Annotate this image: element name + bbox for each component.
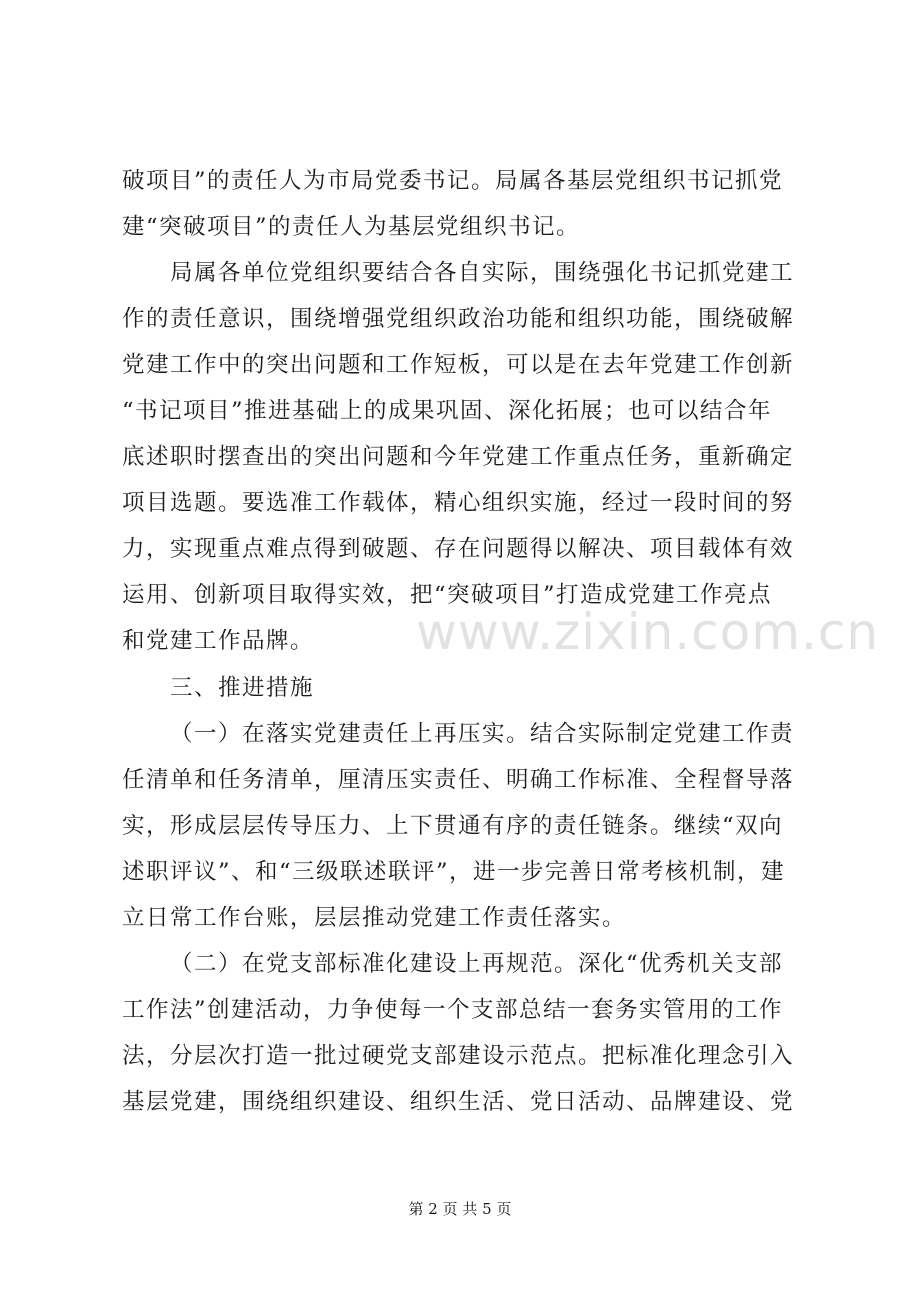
text-line: 党建工作中的突出问题和工作短板，可以是在去年党建工作创新: [122, 352, 795, 378]
paragraph-start-line: （一）在落实党建责任上再压实。结合实际制定党建工作责: [170, 721, 795, 747]
page-footer: 第 2 页 共 5 页: [408, 1200, 512, 1218]
text-line: 任清单和任务清单，厘清压实责任、明确工作标准、全程督导落: [122, 767, 795, 793]
section-heading: 三、推进措施: [170, 675, 315, 701]
watermark: www.zixin.com.cn: [416, 603, 880, 661]
text-line: 作的责任意识，围绕增强党组织政治功能和组织功能，围绕破解: [122, 306, 795, 332]
text-line: 建“突破项目”的责任人为基层党组织书记。: [122, 214, 581, 240]
text-line: 基层党建，围绕组织建设、组织生活、党日活动、品牌建设、党: [122, 1089, 795, 1115]
text-line: 述职评议”、和“三级联述联评”，进一步完善日常考核机制，建: [122, 859, 786, 885]
text-line: 运用、创新项目取得实效，把“突破项目”打造成党建工作亮点: [122, 582, 773, 608]
paragraph-start-line: （二）在党支部标准化建设上再规范。深化“优秀机关支部: [170, 951, 784, 977]
text-line: 工作法”创建活动，力争使每一个支部总结一套务实管用的工作: [122, 997, 784, 1023]
text-line: 力，实现重点难点得到破题、存在问题得以解决、项目载体有效: [122, 536, 795, 562]
text-line: “书记项目”推进基础上的成果巩固、深化拓展；也可以结合年: [122, 398, 773, 424]
text-line: 法，分层次打造一批过硬党支部建设示范点。把标准化理念引入: [122, 1043, 795, 1069]
text-line: 破项目”的责任人为市局党委书记。局属各基层党组织书记抓党: [122, 168, 784, 194]
text-line: 底述职时摆查出的突出问题和今年党建工作重点任务，重新确定: [122, 444, 795, 470]
text-line: 实，形成层层传导压力、上下贯通有序的责任链条。继续“双向: [122, 813, 784, 839]
text-line: 立日常工作台账，层层推动党建工作责任落实。: [122, 905, 627, 931]
paragraph-start-line: 局属各单位党组织要结合各自实际，围绕强化书记抓党建工: [170, 260, 795, 286]
text-line: 和党建工作品牌。: [122, 628, 315, 654]
text-line: 项目选题。要选准工作载体，精心组织实施，经过一段时间的努: [122, 490, 795, 516]
